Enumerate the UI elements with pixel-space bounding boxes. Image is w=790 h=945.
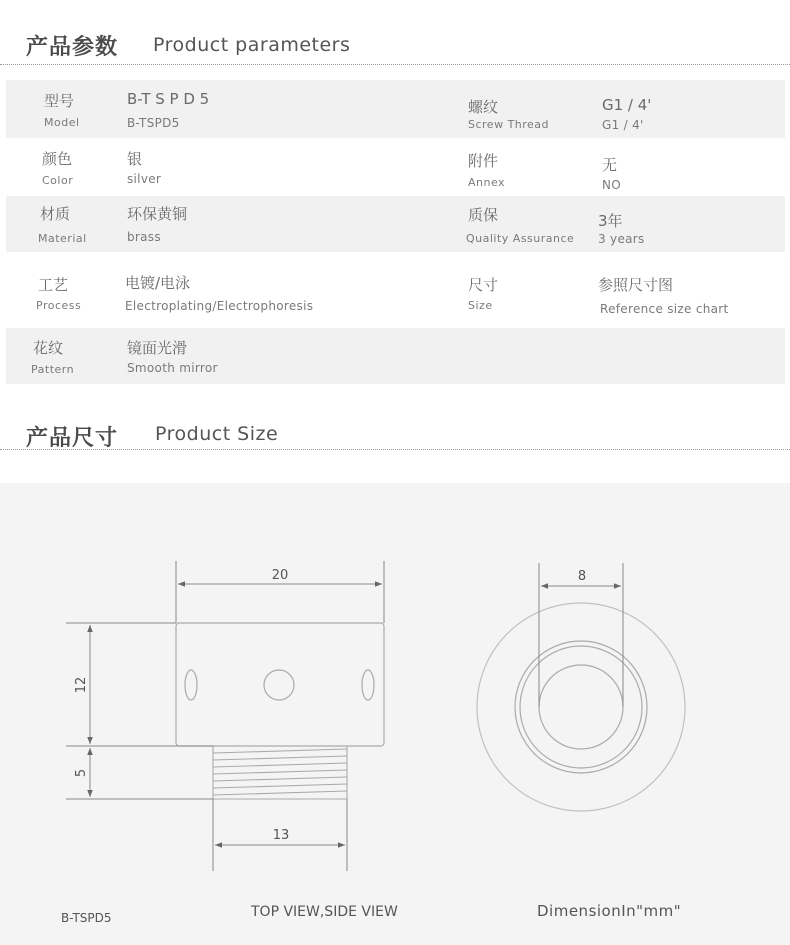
params-section-header — [0, 26, 790, 66]
param-label-quality-cn: 质保 — [468, 206, 499, 224]
param-value-annex-en: NO — [602, 178, 622, 192]
side-hole-left — [185, 670, 197, 700]
param-value-model-cn: B-T S P D 5 — [127, 90, 210, 108]
size-title-en: Product Size — [155, 423, 279, 445]
param-value-process-cn: 电镀/电泳 — [125, 274, 191, 292]
side-hole-right — [362, 670, 374, 700]
param-row-model — [6, 80, 785, 138]
model-caption: B-TSPD5 — [61, 911, 112, 925]
dim-label-height: 12 — [74, 676, 89, 694]
param-label-quality-en: Quality Assurance — [466, 232, 575, 245]
param-label-thread-en: Screw Thread — [468, 118, 550, 131]
param-value-material-en: brass — [127, 230, 161, 244]
params-title-en: Product parameters — [153, 34, 351, 56]
param-value-color-cn: 银 — [127, 150, 143, 168]
size-section-header — [0, 415, 790, 455]
param-label-material-en: Material — [38, 232, 87, 245]
param-value-model-en: B-TSPD5 — [127, 116, 180, 130]
param-value-material-cn: 环保黄铜 — [127, 205, 188, 223]
thread-section — [213, 746, 347, 799]
param-label-process-cn: 工艺 — [38, 276, 69, 294]
dim-label-width: 20 — [271, 568, 289, 583]
dim-label-hole: 8 — [577, 569, 587, 584]
header-divider — [0, 449, 790, 450]
size-title-cn: 产品尺寸 — [26, 426, 119, 451]
param-value-annex-cn: 无 — [602, 156, 618, 174]
param-value-size-cn: 参照尺寸图 — [598, 276, 674, 294]
dim-label-thread-height: 5 — [74, 768, 89, 778]
param-label-model-en: Model — [44, 116, 80, 129]
param-value-thread-cn: G1 / 4' — [602, 96, 652, 114]
param-label-size-en: Size — [468, 299, 493, 312]
dim-label-thread-width: 13 — [272, 828, 290, 843]
param-label-size-cn: 尺寸 — [468, 276, 499, 294]
top-view-rings — [477, 603, 685, 811]
param-value-color-en: silver — [127, 172, 162, 186]
param-row-pattern — [6, 328, 785, 384]
center-hole — [264, 670, 294, 700]
param-row-process — [6, 252, 785, 328]
param-label-color-cn: 颜色 — [42, 150, 73, 168]
param-value-quality-en: 3 years — [598, 232, 645, 246]
size-drawing-area — [0, 483, 790, 945]
params-title-cn: 产品参数 — [26, 35, 119, 60]
param-label-pattern-cn: 花纹 — [33, 339, 64, 357]
param-row-material — [6, 196, 785, 252]
param-label-annex-en: Annex — [468, 176, 506, 189]
param-label-model-cn: 型号 — [44, 92, 75, 110]
header-divider — [0, 64, 790, 65]
param-value-quality-cn: 3年 — [598, 212, 623, 230]
param-label-thread-cn: 螺纹 — [468, 98, 499, 116]
param-label-color-en: Color — [42, 174, 74, 187]
fitting-body — [176, 623, 384, 746]
param-label-annex-cn: 附件 — [468, 152, 499, 170]
param-label-material-cn: 材质 — [40, 205, 71, 223]
technical-drawing — [0, 483, 790, 945]
param-row-color — [6, 138, 785, 196]
param-value-pattern-cn: 镜面光滑 — [127, 339, 188, 357]
param-value-size-en: Reference size chart — [600, 302, 729, 316]
param-value-pattern-en: Smooth mirror — [127, 361, 218, 375]
param-label-pattern-en: Pattern — [31, 363, 75, 376]
param-label-process-en: Process — [36, 299, 82, 312]
view-caption: TOP VIEW,SIDE VIEW — [251, 904, 398, 920]
param-value-thread-en: G1 / 4' — [602, 118, 644, 132]
params-table — [6, 80, 785, 384]
param-value-process-en: Electroplating/Electrophoresis — [125, 299, 314, 313]
unit-caption: DimensionIn"mm" — [537, 902, 682, 920]
